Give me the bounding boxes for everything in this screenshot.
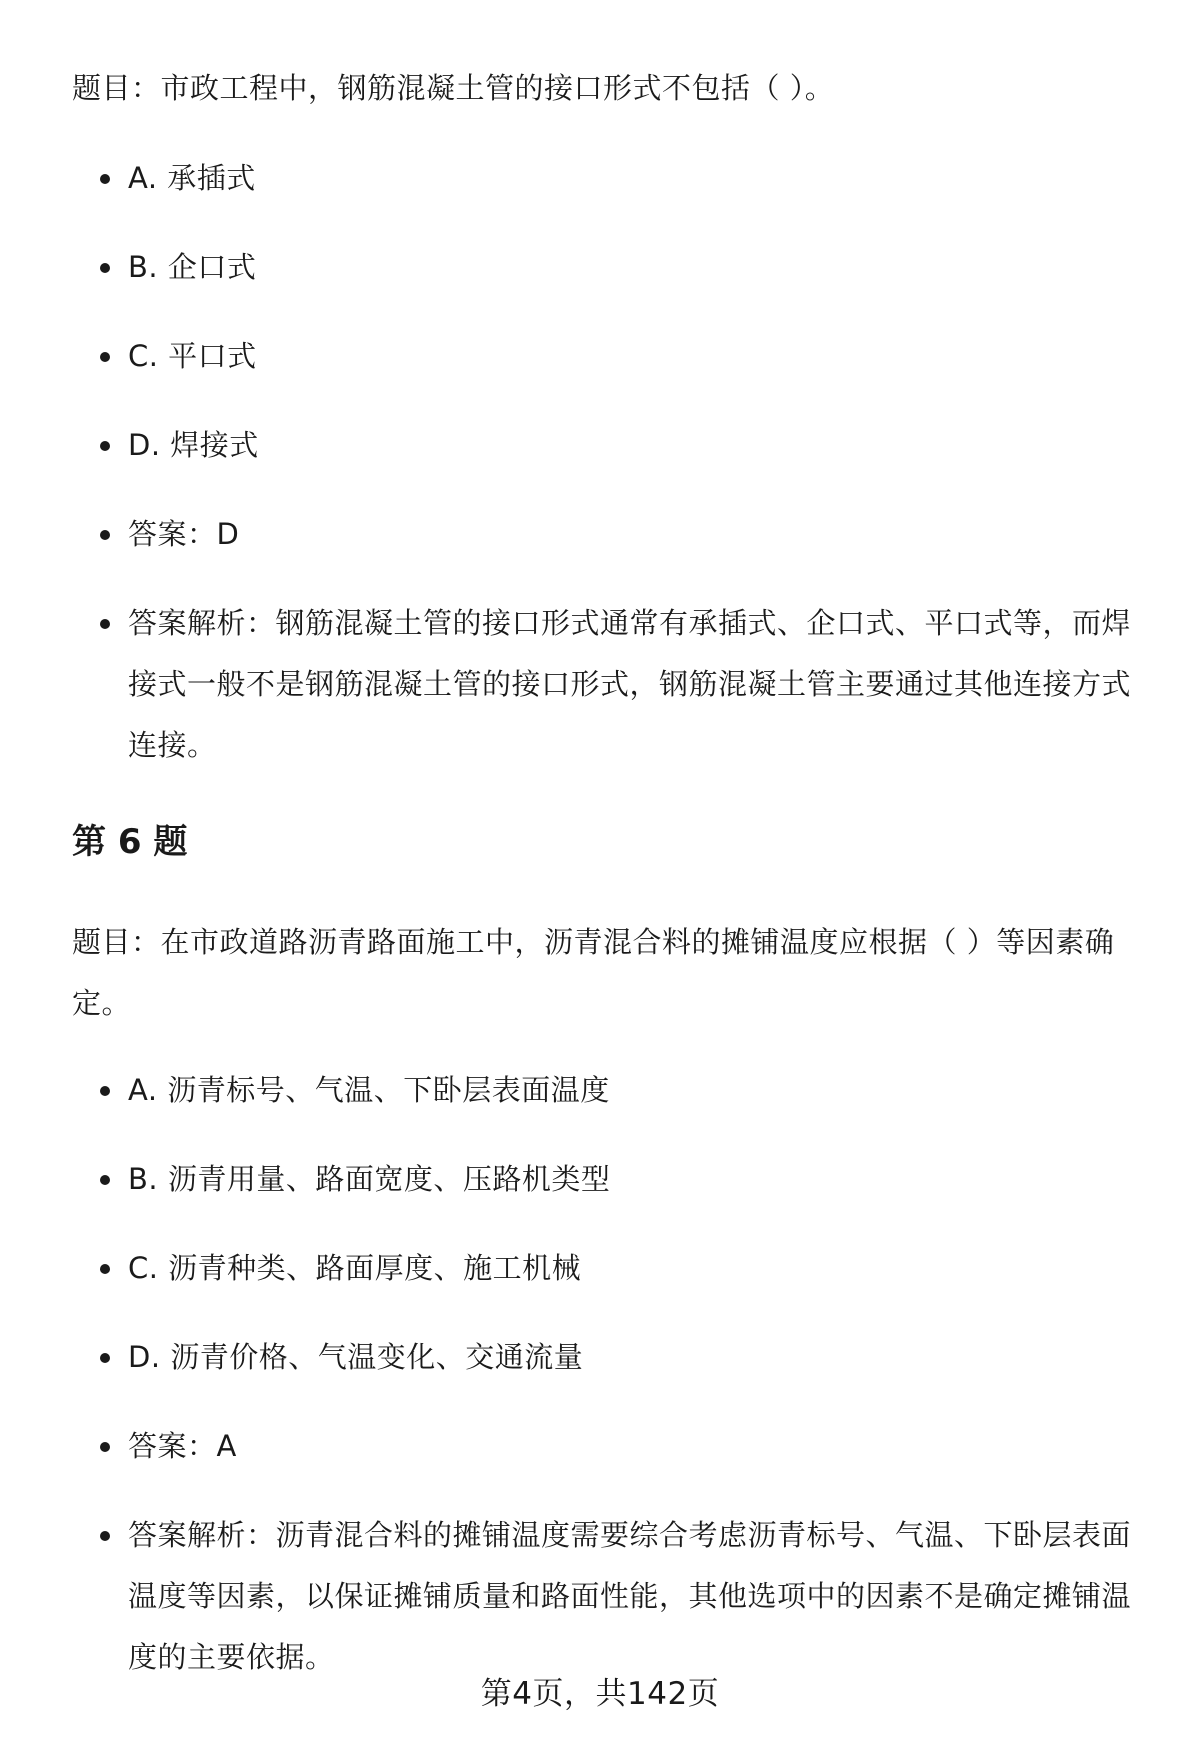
answer: 答案：D	[72, 504, 1147, 565]
option-c: C. 沥青种类、路面厚度、施工机械	[72, 1238, 1147, 1299]
bullet-icon	[100, 174, 110, 184]
bullet-icon	[100, 1175, 110, 1185]
spacer	[72, 1388, 1147, 1416]
option-c: C. 平口式	[72, 326, 1147, 387]
spacer	[72, 565, 1147, 593]
option-b: B. 沥青用量、路面宽度、压路机类型	[72, 1149, 1147, 1210]
spacer	[72, 476, 1147, 504]
bullet-icon	[100, 441, 110, 451]
bullet-icon	[100, 263, 110, 273]
answer: 答案：A	[72, 1416, 1147, 1477]
option-a: A. 承插式	[72, 148, 1147, 209]
bullet-icon	[100, 1264, 110, 1274]
bullet-icon	[100, 352, 110, 362]
bullet-icon	[100, 1353, 110, 1363]
option-d: D. 焊接式	[72, 415, 1147, 476]
bullet-icon	[100, 1442, 110, 1452]
question-6-options	[72, 1060, 1147, 1688]
question-5-stem: 题目：市政工程中，钢筋混凝土管的接口形式不包括（ ）。	[72, 71, 835, 105]
spacer	[72, 1210, 1147, 1238]
question-5-options	[72, 148, 1147, 776]
spacer	[72, 1121, 1147, 1149]
bullet-icon	[100, 530, 110, 540]
option-a: A. 沥青标号、气温、下卧层表面温度	[72, 1060, 1147, 1121]
bullet-icon	[100, 619, 110, 629]
page-indicator: 第4页，共142页	[480, 1676, 720, 1712]
answer-explanation: 答案解析：沥青混合料的摊铺温度需要综合考虑沥青标号、气温、下卧层表面温度等因素，以保证摊铺质量和路面性能，其他选项中的因素不是确定摊铺温度的主要依据。	[72, 1505, 1147, 1688]
spacer	[72, 209, 1147, 237]
spacer	[72, 298, 1147, 326]
spacer	[72, 1299, 1147, 1327]
bullet-icon	[100, 1531, 110, 1541]
spacer	[72, 1477, 1147, 1505]
bullet-icon	[100, 1086, 110, 1096]
spacer	[72, 387, 1147, 415]
question-6-stem: 题目：在市政道路沥青路面施工中，沥青混合料的摊铺温度应根据（ ）等因素确定。	[72, 925, 1115, 1020]
answer-explanation: 答案解析：钢筋混凝土管的接口形式通常有承插式、企口式、平口式等，而焊接式一般不是钢筋混凝土管的接口形式，钢筋混凝土管主要通过其他连接方式连接。	[72, 593, 1147, 776]
question-6-heading: 第 6 题	[72, 822, 188, 862]
option-b: B. 企口式	[72, 237, 1147, 298]
option-d: D. 沥青价格、气温变化、交通流量	[72, 1327, 1147, 1388]
